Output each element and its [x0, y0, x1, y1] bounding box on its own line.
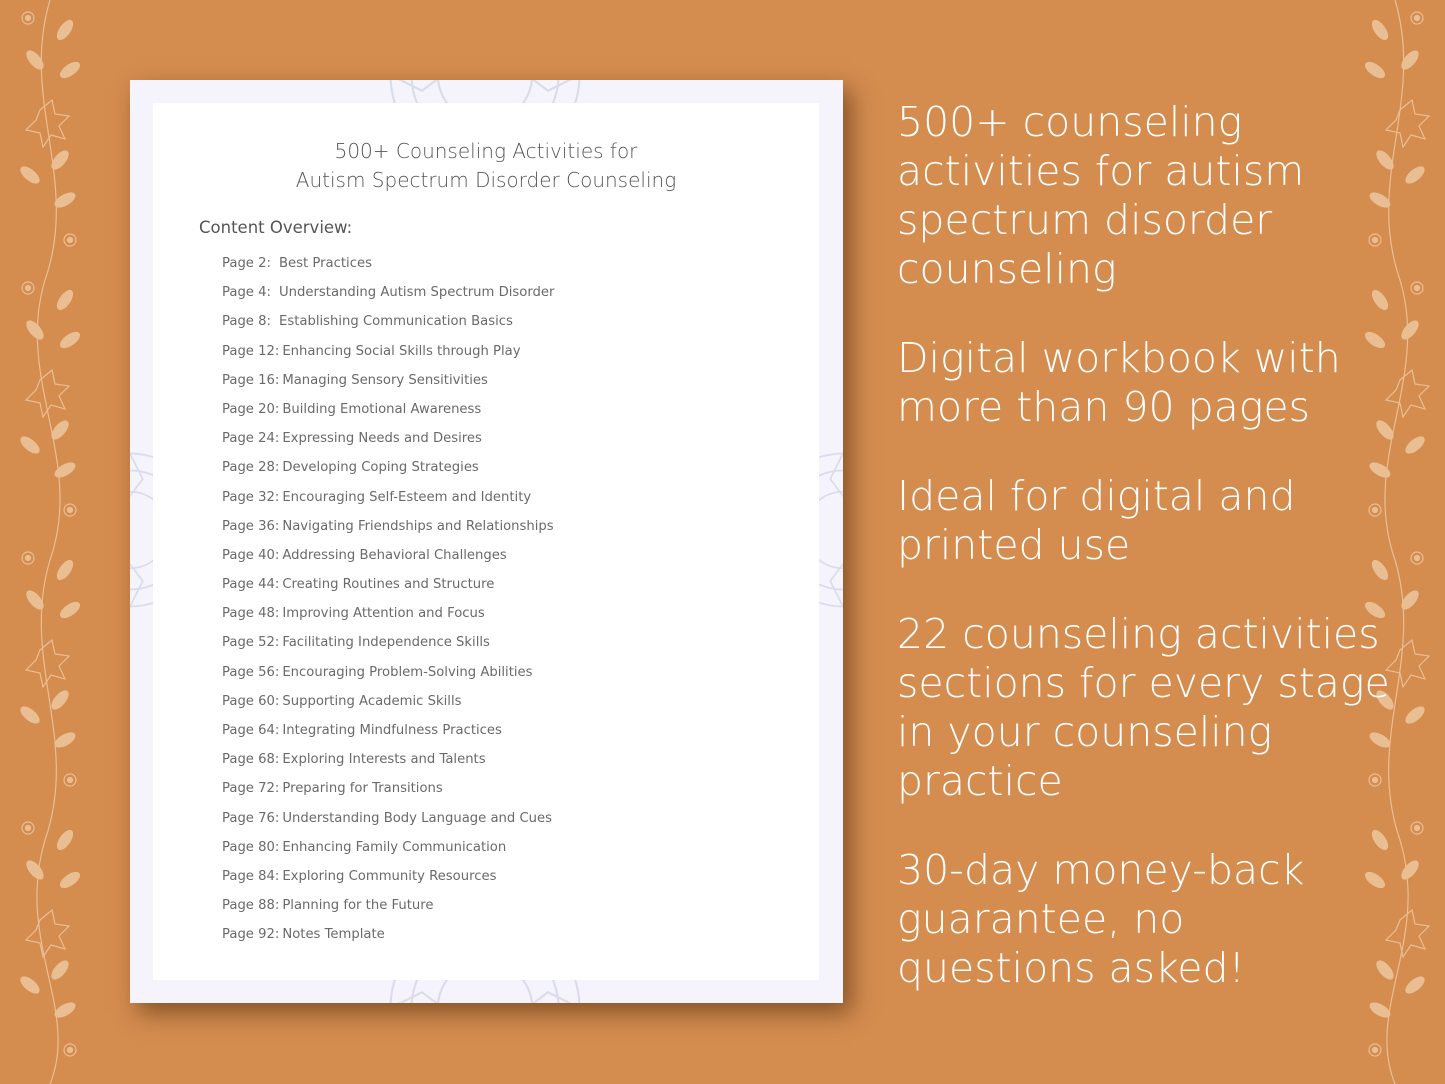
toc-title: Facilitating Independence Skills	[282, 635, 490, 651]
floral-vine-icon	[0, 0, 100, 1084]
toc-item	[222, 343, 554, 372]
feature-line: guarantee, no	[897, 895, 1185, 943]
toc-page-number: Page 80:	[222, 839, 280, 855]
toc-item	[222, 634, 554, 663]
feature-item	[897, 472, 1417, 570]
toc-page-number: Page 2:	[222, 256, 271, 271]
toc-title: Building Emotional Awareness	[282, 401, 482, 417]
toc-item	[222, 897, 554, 926]
toc-item	[222, 489, 554, 518]
document-title-line-1: 500+ Counseling Activities for	[334, 139, 638, 163]
feature-line: printed use	[897, 521, 1131, 569]
toc-page-number: Page 64:	[222, 723, 280, 738]
feature-line: Digital workbook with	[897, 334, 1341, 382]
toc-page-number: Page 44:	[222, 577, 280, 593]
toc-title: Developing Coping Strategies	[282, 460, 479, 476]
feature-line: 30-day money-back	[897, 846, 1305, 894]
toc-item	[222, 401, 554, 430]
toc-item	[222, 780, 554, 809]
feature-line: Ideal for digital and	[897, 472, 1296, 520]
toc-title: Understanding Body Language and Cues	[282, 810, 553, 826]
toc-title: Supporting Academic Skills	[282, 693, 462, 709]
toc-item	[222, 372, 554, 401]
toc-title: Enhancing Social Skills through Play	[282, 343, 521, 359]
toc-item	[222, 518, 554, 547]
toc-item	[222, 751, 554, 780]
toc-item	[222, 459, 554, 488]
feature-line: 500+ counseling	[897, 98, 1243, 146]
feature-line: sections for every stage	[897, 659, 1390, 707]
toc-page-number: Page 72:	[222, 781, 280, 797]
toc-item	[222, 313, 554, 342]
toc-page-number: Page 76:	[222, 810, 280, 826]
toc-page-number: Page 36:	[222, 518, 280, 534]
page-content	[153, 103, 819, 980]
toc-title: Establishing Communication Basics	[279, 314, 513, 330]
toc-title: Creating Routines and Structure	[282, 577, 495, 593]
toc-title: Navigating Friendships and Relationships	[282, 518, 554, 534]
toc-title: Planning for the Future	[282, 898, 434, 914]
feature-line: practice	[897, 757, 1063, 805]
toc-title: Encouraging Problem-Solving Abilities	[282, 664, 533, 680]
toc-title: Exploring Community Resources	[282, 868, 497, 884]
toc-item	[222, 576, 554, 605]
toc-title: Understanding Autism Spectrum Disorder	[279, 285, 555, 301]
feature-line: 22 counseling activities	[897, 610, 1380, 658]
toc-page-number: Page 84:	[222, 868, 280, 884]
feature-line: in your counseling	[897, 708, 1273, 756]
toc-item	[222, 605, 554, 634]
toc-item	[222, 868, 554, 897]
feature-line: more than 90 pages	[897, 383, 1310, 431]
toc-item	[222, 255, 554, 284]
toc-title: Integrating Mindfulness Practices	[282, 723, 502, 738]
toc-page-number: Page 28:	[222, 460, 280, 476]
feature-line: activities for autism	[897, 147, 1305, 195]
toc-title: Improving Attention and Focus	[282, 606, 485, 622]
toc-page-number: Page 24:	[222, 431, 280, 447]
document-title-line-2: Autism Spectrum Disorder Counseling	[295, 168, 677, 192]
toc-title: Managing Sensory Sensitivities	[282, 372, 488, 388]
toc-page-number: Page 32:	[222, 489, 280, 505]
toc-page-number: Page 16:	[222, 372, 280, 388]
toc-item	[222, 693, 554, 722]
toc-page-number: Page 4:	[222, 285, 271, 301]
toc-page-number: Page 92:	[222, 927, 280, 943]
toc-title: Encouraging Self-Esteem and Identity	[282, 489, 532, 505]
toc-item	[222, 664, 554, 693]
feature-line: counseling	[897, 245, 1117, 293]
toc-title: Addressing Behavioral Challenges	[282, 547, 507, 563]
content-overview-label: Content Overview:	[199, 218, 353, 237]
toc-title: Enhancing Family Communication	[282, 839, 507, 855]
toc-item	[222, 284, 554, 313]
toc-item	[222, 839, 554, 868]
toc-page-number: Page 48:	[222, 606, 280, 622]
document-title	[153, 137, 819, 195]
toc-title: Exploring Interests and Talents	[282, 752, 486, 768]
toc-page-number: Page 40:	[222, 547, 280, 563]
toc-title: Preparing for Transitions	[282, 781, 443, 797]
toc-title: Expressing Needs and Desires	[282, 431, 482, 447]
toc-item	[222, 722, 554, 751]
table-of-contents	[222, 255, 554, 956]
feature-line: questions asked!	[897, 944, 1245, 992]
toc-page-number: Page 88:	[222, 898, 280, 914]
toc-title: Notes Template	[282, 927, 385, 943]
feature-line: spectrum disorder	[897, 196, 1273, 244]
feature-list	[897, 98, 1417, 1033]
toc-page-number: Page 52:	[222, 635, 280, 651]
feature-item	[897, 610, 1417, 806]
toc-item	[222, 810, 554, 839]
toc-page-number: Page 12:	[222, 343, 280, 359]
toc-page-number: Page 68:	[222, 752, 280, 768]
toc-item	[222, 547, 554, 576]
toc-page-number: Page 60:	[222, 693, 280, 709]
toc-title: Best Practices	[279, 256, 372, 271]
feature-item	[897, 846, 1417, 993]
toc-item	[222, 926, 554, 955]
toc-item	[222, 430, 554, 459]
feature-item	[897, 334, 1417, 432]
document-page	[130, 80, 843, 1003]
toc-page-number: Page 56:	[222, 664, 280, 680]
feature-item	[897, 98, 1417, 294]
toc-page-number: Page 20:	[222, 401, 280, 417]
toc-page-number: Page 8:	[222, 314, 271, 330]
